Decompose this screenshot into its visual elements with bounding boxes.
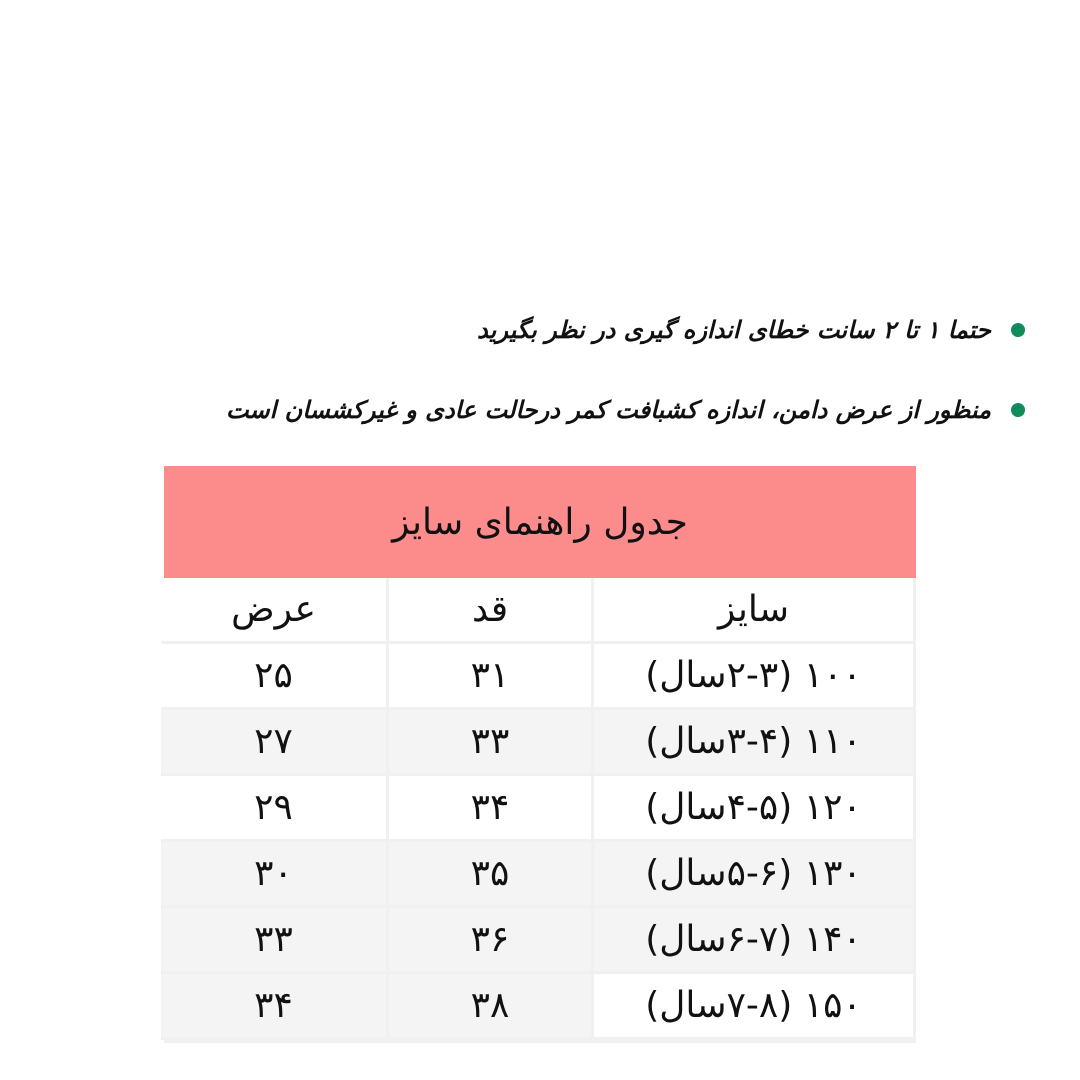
size-guide-table	[164, 466, 916, 1043]
bullet-dot-icon	[1011, 403, 1025, 417]
note-text: منظور از عرض دامن، اندازه کشبافت کمر درحالت عادی و غیرکشسان است	[225, 396, 991, 424]
table-cell-size: ۱۰۰ (۲-۳سال)	[591, 644, 913, 710]
table-title: جدول راهنمای سایز	[164, 466, 916, 578]
table-cell-width: ۳۳	[161, 908, 386, 974]
note-item	[125, 300, 1025, 360]
table-cell-size: ۱۵۰ (۷-۸سال)	[591, 974, 913, 1040]
table-cell-height: ۳۳	[386, 710, 591, 776]
table-cell-height: ۳۱	[386, 644, 591, 710]
note-text: حتما ۱ تا ۲ سانت خطای اندازه گیری در نظر بگیرید	[477, 316, 991, 344]
table-cell-width: ۳۰	[161, 842, 386, 908]
table-cell-size: ۱۴۰ (۶-۷سال)	[591, 908, 913, 974]
bullet-dot-icon	[1011, 323, 1025, 337]
table-cell-height: ۳۵	[386, 842, 591, 908]
table-cell-size: ۱۲۰ (۴-۵سال)	[591, 776, 913, 842]
note-item	[125, 380, 1025, 440]
table-cell-width: ۲۷	[161, 710, 386, 776]
table-grid	[164, 578, 916, 1043]
table-cell-width: ۳۴	[161, 974, 386, 1040]
header-width: عرض	[161, 578, 386, 644]
header-height: قد	[386, 578, 591, 644]
table-cell-width: ۲۹	[161, 776, 386, 842]
table-cell-width: ۲۵	[161, 644, 386, 710]
header-size: سایز	[591, 578, 913, 644]
notes-list	[125, 300, 1025, 460]
table-cell-height: ۳۸	[386, 974, 591, 1040]
table-cell-height: ۳۶	[386, 908, 591, 974]
table-cell-size: ۱۱۰ (۳-۴سال)	[591, 710, 913, 776]
table-cell-size: ۱۳۰ (۵-۶سال)	[591, 842, 913, 908]
table-cell-height: ۳۴	[386, 776, 591, 842]
